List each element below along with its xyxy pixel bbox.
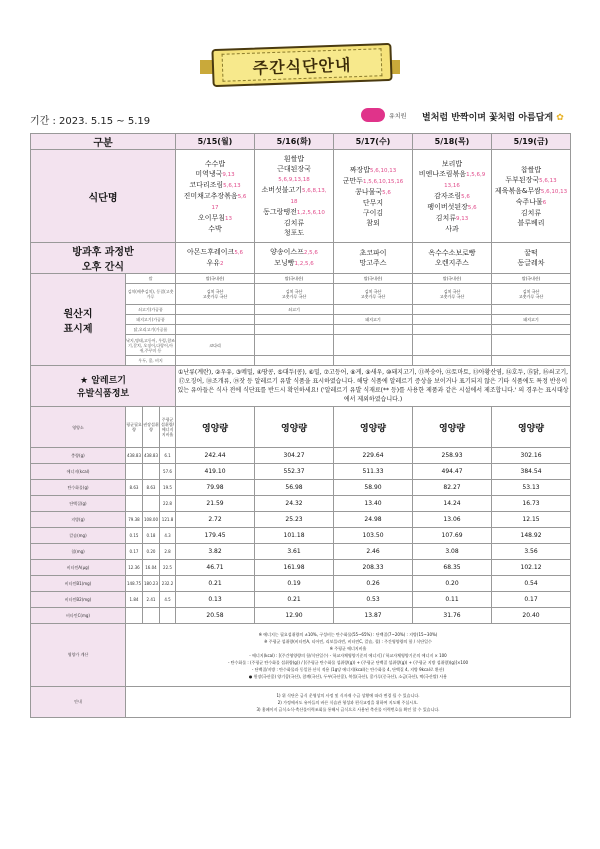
origin-value (176, 274, 255, 284)
nutrient-rec (143, 464, 160, 480)
snack-label (31, 243, 176, 274)
calc-line: ※ 주평균 섭취량(비타민A, 티아민, 리보플라빈, 비타민C, 칼슘, 철) : 주간영양량의 합 / 식단일수 (264, 638, 432, 644)
menu-item: 김치류9,13 (435, 213, 469, 222)
origin-value (255, 335, 334, 356)
nutrient-week: 232.2 (160, 576, 176, 592)
info-notes (126, 687, 571, 718)
nutrition-amount-header: 영양량 (492, 407, 571, 448)
nutrient-day-value: 384.54 (492, 464, 571, 480)
calc-line: - 탄수화물 : (주평균 탄수화물 섭취량(g)) / [(주평균 탄수화물 섭취량(g)) + (주평균 단백질 섭취량(g)) + (주평균 지방 섭취량)(g)]×100 (227, 659, 469, 665)
calc-line: - 단백질/지방 : 탄수화물과 동일한 산식 적용 (1g당 에너지(kcal)는 탄수화물 4, 단백질 4, 지방 9kcal로 환산) (251, 666, 445, 672)
nutrient-avg: 1.84 (126, 592, 143, 608)
menu-item: 김치류 (283, 219, 305, 227)
nutrient-day-value: 0.21 (255, 592, 334, 608)
nutrient-rec: 0.18 (143, 528, 160, 544)
nutrient-day-value: 101.18 (255, 528, 334, 544)
origin-value-line: 김치 국산 (364, 289, 382, 294)
nutrient-day-value: 242.44 (176, 448, 255, 464)
logo-text: 유치원 (389, 112, 407, 120)
corner-header: 구분 (31, 134, 176, 150)
menu-item: 보리밥 (441, 159, 463, 168)
nutrient-avg: 0.17 (126, 544, 143, 560)
origin-value (334, 315, 413, 325)
nutrient-day-value: 161.98 (255, 560, 334, 576)
menu-item: 짜장밥5,6,10,13 (349, 165, 397, 174)
nutrient-day-value: 25.23 (255, 512, 334, 528)
snack-item: 망고주스 (359, 259, 387, 267)
nutrient-day-value: 2.72 (176, 512, 255, 528)
snack-item: 모닝빵1,2,5,6 (274, 259, 314, 267)
origin-value (176, 284, 255, 305)
nutrient-name: 에너지(kcal) (31, 464, 126, 480)
snack-item: 옥수수소보로빵 (428, 249, 476, 257)
snack-day-cell (176, 243, 255, 274)
menu-item: 제육볶음&무쌈5,6,10,13 (494, 186, 568, 195)
origin-value (176, 305, 255, 315)
origin-row-label: 닭,오리고기(가공품 (126, 325, 176, 335)
calc-line: ※ 주평균 에너지비율 (329, 645, 367, 651)
origin-value-line: 돼지고기 (365, 317, 381, 322)
nutrient-rec: 2.41 (143, 592, 160, 608)
menu-item: 진미채고추장볶음5,6 (183, 191, 247, 200)
origin-value-line: 김치 국산 (206, 289, 224, 294)
origin-value (413, 284, 492, 305)
nutrient-week: 19.5 (160, 480, 176, 496)
nutrient-rec: 180.23 (143, 576, 160, 592)
origin-value (176, 325, 255, 335)
nutrient-day-value: 0.11 (413, 592, 492, 608)
nutrient-day-value: 0.20 (413, 576, 492, 592)
nutrient-day-value: 511.33 (334, 464, 413, 480)
calc-line: ※ 에너지는 필요섭취량의 ±10%, 구성비는 탄수화물(55~65%) : 단백질(7~20%) : 지방(15~30%) (258, 631, 438, 637)
origin-value (255, 325, 334, 335)
nutrient-name: 칼슘(mg) (31, 528, 126, 544)
origin-value-line: 고춧가루 국산 (360, 294, 386, 299)
menu-item: 찹쌀밥 (520, 165, 542, 174)
origin-label (31, 274, 126, 366)
nutrient-day-value: 107.69 (413, 528, 492, 544)
origin-value-line: 쌀(국내산) (363, 276, 383, 281)
nutrient-name: 비타민C(mg) (31, 608, 126, 624)
origin-value (413, 274, 492, 284)
nutrient-name: 비타민A(μg) (31, 560, 126, 576)
origin-value (176, 315, 255, 325)
menu-item: 수박 (208, 224, 222, 233)
nutrient-day-value: 148.92 (492, 528, 571, 544)
nutrition-amount-header: 영양량 (413, 407, 492, 448)
origin-value (334, 284, 413, 305)
menu-day-cell (492, 150, 571, 243)
origin-value (255, 315, 334, 325)
menu-item: 5,6,9,13,18 (278, 177, 310, 183)
nutrient-day-value: 58.90 (334, 480, 413, 496)
origin-label-line2: 표시제 (63, 323, 93, 335)
snack-item: 우유2 (206, 259, 224, 267)
menu-item: 미역냉국9,13 (195, 169, 235, 178)
origin-value-line: 쌀(국내산) (521, 276, 541, 281)
origin-value (492, 305, 571, 315)
menu-item: 수수밥 (204, 159, 226, 168)
nutrient-day-value: 13.87 (334, 608, 413, 624)
nutrition-header: 평균필요량 (126, 407, 143, 448)
nutrient-week: 121.8 (160, 512, 176, 528)
menu-item: 오이무침13 (197, 213, 233, 222)
origin-value-line: 코다리 (209, 342, 221, 348)
nutrient-rec: 438.83 (143, 448, 160, 464)
menu-item: 코다리조림5,6,13 (189, 180, 241, 189)
origin-value (492, 325, 571, 335)
menu-day-cell (255, 150, 334, 243)
origin-value (334, 274, 413, 284)
origin-value (176, 335, 255, 356)
nutrient-name: 비타민B1(mg) (31, 576, 126, 592)
origin-value-line: 고춧가루 국산 (202, 294, 228, 299)
nutrient-week: 22.5 (160, 560, 176, 576)
allergy-label (31, 366, 176, 407)
nutrient-day-value: 46.71 (176, 560, 255, 576)
origin-value-line: 김치 국산 (522, 289, 540, 294)
nutrient-week: 4.3 (160, 528, 176, 544)
nutrient-day-value: 103.50 (334, 528, 413, 544)
menu-item: 콩나물국5,6 (355, 187, 391, 196)
origin-value-line: 쌀(국내산) (442, 276, 462, 281)
origin-row-label: 김치(배추김치), 동결(고춧가루 (126, 284, 176, 305)
origin-value-line: 돼지고기 (523, 317, 539, 322)
nutrient-day-value: 0.53 (334, 592, 413, 608)
origin-value (334, 356, 413, 366)
calc-line: - 에너지(kcal) : [(주간영양량의 합/식단일수) - 학교자체영양기준의 에너지] / 학교자체영양기준의 에너지 × 100 (249, 652, 447, 658)
nutrient-week: 6.1 (160, 448, 176, 464)
nutrition-amount-header: 영양량 (176, 407, 255, 448)
nutrient-name: 철(mg) (31, 544, 126, 560)
day-header: 5/19(금) (492, 134, 571, 150)
menu-item: 청포도 (283, 229, 305, 237)
nutrient-name: 지방(g) (31, 512, 126, 528)
origin-value (413, 315, 492, 325)
menu-day-cell (334, 150, 413, 243)
nutrient-rec: 0.20 (143, 544, 160, 560)
nutrient-day-value: 3.61 (255, 544, 334, 560)
info-line: 1) 위 식단은 급식 운영상의 사정 및 식자재 수급 상황에 따라 변경 될 수 있습니다. (276, 692, 420, 698)
page-title: 주간식단안내 (222, 48, 383, 82)
nutrient-day-value: 419.10 (176, 464, 255, 480)
snack-day-cell (413, 243, 492, 274)
snack-label-line1: 방과후 과정반 (72, 247, 134, 258)
snack-item: 초코파이 (359, 249, 387, 257)
menu-item: 감자조림5,6 (434, 191, 470, 200)
origin-value (492, 335, 571, 356)
menu-item: 군만두1,5,6,10,15,16 (342, 176, 404, 185)
origin-value (413, 305, 492, 315)
nutrient-day-value: 3.56 (492, 544, 571, 560)
nutrient-day-value: 102.12 (492, 560, 571, 576)
nutrient-day-value: 0.21 (176, 576, 255, 592)
nutrient-avg: 12.36 (126, 560, 143, 576)
nutrient-day-value: 304.27 (255, 448, 334, 464)
allergy-label-line2: 유발식품정보 (76, 389, 130, 399)
nutrient-day-value: 179.45 (176, 528, 255, 544)
calc-line: ● 원장(국산콩) 양기콩(국산), 참깨(국산), 두부(국산콩), 북풀(국산), 콩가루(중국산), 소금(국산), 떡(국산쌀) 사용 (248, 673, 448, 679)
menu-item: 참외 (366, 218, 380, 227)
origin-row-label: 돼지고기(가공품 (126, 315, 176, 325)
calc-label: 영양가 계산 (31, 624, 126, 687)
nutrient-avg: 0.15 (126, 528, 143, 544)
day-header: 5/15(월) (176, 134, 255, 150)
menu-item: 블루베리 (517, 218, 545, 227)
nutrient-rec (143, 496, 160, 512)
nutrient-week: 2.8 (160, 544, 176, 560)
menu-day-cell (413, 150, 492, 243)
origin-row-label: 우두, 콩, 비지 (126, 356, 176, 366)
nutrient-day-value: 258.93 (413, 448, 492, 464)
origin-value (492, 356, 571, 366)
nutrient-avg (126, 496, 143, 512)
nutrient-avg: 438.83 (126, 448, 143, 464)
nutrient-day-value: 0.54 (492, 576, 571, 592)
allergy-label-line1: ★ 알레르기 (80, 376, 126, 386)
nutrition-header: 영양소 (31, 407, 126, 448)
nutrient-name: 충량(g) (31, 448, 126, 464)
origin-value (255, 356, 334, 366)
nutrition-amount-header: 영양량 (334, 407, 413, 448)
origin-row-label: 쌀 (126, 274, 176, 284)
info-line: 3) 홈페이지 급식소식-축산물이력조회를 통해서 급식으로 사용된 축산물 이력번호를 확인 할 수 있습니다. (256, 706, 440, 712)
calc-notes (126, 624, 571, 687)
nutrient-name: 비타민B2(mg) (31, 592, 126, 608)
nutrient-day-value: 24.98 (334, 512, 413, 528)
day-header: 5/16(화) (255, 134, 334, 150)
origin-value (492, 315, 571, 325)
origin-value (334, 335, 413, 356)
nutrient-rec: 108.00 (143, 512, 160, 528)
nutrient-rec: 16.04 (143, 560, 160, 576)
nutrient-day-value: 552.37 (255, 464, 334, 480)
nutrient-name: 탄수화물(g) (31, 480, 126, 496)
nutrient-day-value: 20.58 (176, 608, 255, 624)
nutrient-day-value: 2.46 (334, 544, 413, 560)
origin-value (334, 325, 413, 335)
nutrient-day-value: 79.98 (176, 480, 255, 496)
nutrient-day-value: 24.32 (255, 496, 334, 512)
info-label: 안내 (31, 687, 126, 718)
logo-icon (361, 108, 385, 122)
day-header: 5/18(목) (413, 134, 492, 150)
menu-item: 13,16 (444, 182, 460, 189)
nutrient-avg (126, 608, 143, 624)
menu-day-cell (176, 150, 255, 243)
nutrient-week: 4.5 (160, 592, 176, 608)
origin-row-label: 낙지,명태,고등어, 우렁,참조기,갈치, 오징어,다랑어,아귀,주꾸미 등 (126, 335, 176, 356)
nutrient-day-value: 68.35 (413, 560, 492, 576)
nutrient-week (160, 608, 176, 624)
menu-item: 숙주나물6 (515, 197, 547, 206)
menu-item: 두부된장국5,6,13 (505, 175, 557, 184)
snack-item: 꿀떡 (524, 249, 538, 257)
nutrient-rec (143, 608, 160, 624)
menu-table (30, 133, 571, 718)
origin-value (255, 284, 334, 305)
menu-item: 김치류 (520, 208, 542, 217)
menu-item: 근대된장국 (277, 165, 311, 173)
menu-item: 구이김 (362, 208, 384, 217)
nutrient-day-value: 12.15 (492, 512, 571, 528)
nutrition-header: 권장섭취량 (143, 407, 160, 448)
nutrient-day-value: 0.17 (492, 592, 571, 608)
nutrient-week: 22.8 (160, 496, 176, 512)
nutrient-day-value: 20.40 (492, 608, 571, 624)
nutrition-header: 주평균섭취량/에너지지비율 (160, 407, 176, 448)
origin-value-line: 고춧가루 국산 (439, 294, 465, 299)
origin-row-label: 쇠고기(가공품 (126, 305, 176, 315)
origin-value (413, 356, 492, 366)
snack-item: 동글레차 (517, 259, 545, 267)
nutrient-day-value: 12.90 (255, 608, 334, 624)
origin-value (255, 274, 334, 284)
nutrient-day-value: 21.59 (176, 496, 255, 512)
nutrient-avg (126, 464, 143, 480)
nutrient-avg: 148.75 (126, 576, 143, 592)
nutrient-week: 57.6 (160, 464, 176, 480)
origin-label-line1: 원산지 (63, 308, 93, 320)
allergy-text: ①난류(계란), ②우유, ③메밀, ④땅콩, ⑤대두(콩), ⑥밀, ⑦고등어, ⑧게, ⑨새우, ⑩돼지고기, ⑪복숭아, ⑫토마토, ⑬아황산염, ⑭호두, ⑮닭, ⑯쇠고기, ⑰오징어, ⑱조개류, ⑲잣 등 알레르기 유발 식품을 표시하였습니다. 해당 식품에 알레르기 증상을 보이거나 표기되지 않은 기타 식품에도 특정 반응이 있는 유아들은 식사 전에 식단표를 반드시 확인하세요! ('알레르기 유발 식재료(** 등)를 사용한 제품과 같은 시설에서 제조합니다.' 의 경우는 표시대상에서 제외하였습니다.) (176, 366, 571, 407)
origin-value-line: 고춧가루 국산 (281, 294, 307, 299)
snack-day-cell (334, 243, 413, 274)
snack-item: 오렌지주스 (435, 259, 469, 267)
nutrient-day-value: 53.13 (492, 480, 571, 496)
snack-item: 양송이스프2,5,6 (270, 248, 318, 256)
menu-item: 소버섯불고기5,6,8,13, (261, 186, 327, 194)
menu-item: 비엔나조림볶음1,5,6,9 (418, 169, 486, 178)
snack-day-cell (492, 243, 571, 274)
origin-value (492, 284, 571, 305)
origin-value (413, 325, 492, 335)
snack-item: 아몬드후레이크5,6 (186, 248, 244, 256)
kindergarten-logo (361, 108, 406, 122)
origin-value-line: 쌀(국내산) (205, 276, 225, 281)
origin-value-line: 쌀(국내산) (284, 276, 304, 281)
nutrient-day-value: 56.98 (255, 480, 334, 496)
nutrient-day-value: 3.82 (176, 544, 255, 560)
snack-day-cell (255, 243, 334, 274)
origin-value (176, 356, 255, 366)
nutrient-day-value: 13.40 (334, 496, 413, 512)
nutrient-avg: 8.63 (126, 480, 143, 496)
slogan: 별처럼 반짝이며 꽃처럼 아름답게 ✿ (422, 113, 564, 123)
menu-item: 18 (290, 199, 298, 205)
origin-value-line: 고춧가루 국산 (518, 294, 544, 299)
nutrient-day-value: 494.47 (413, 464, 492, 480)
origin-value (492, 274, 571, 284)
info-line: 2) 가정에서도 유아들의 바른 식습관 형성과 편식교정을 위하여 지도해 주십시오. (277, 699, 419, 705)
menu-item: 동그랑땡전1,2,5,6,10 (263, 208, 325, 216)
nutrient-day-value: 31.76 (413, 608, 492, 624)
snack-label-line2: 오후 간식 (81, 262, 125, 273)
nutrient-day-value: 302.16 (492, 448, 571, 464)
nutrient-day-value: 13.06 (413, 512, 492, 528)
nutrient-day-value: 14.24 (413, 496, 492, 512)
nutrient-rec: 8.63 (143, 480, 160, 496)
origin-value (413, 335, 492, 356)
nutrient-day-value: 82.27 (413, 480, 492, 496)
nutrient-day-value: 229.64 (334, 448, 413, 464)
nutrient-day-value: 0.13 (176, 592, 255, 608)
nutrition-amount-header: 영양량 (255, 407, 334, 448)
title-banner (211, 43, 392, 87)
period-text: 기간 : 2023. 5.15 ~ 5.19 (30, 116, 151, 127)
menu-item: 흰쌀밥 (283, 155, 305, 163)
origin-value (255, 305, 334, 315)
day-header: 5/17(수) (334, 134, 413, 150)
nutrient-day-value: 16.73 (492, 496, 571, 512)
origin-value (334, 305, 413, 315)
menu-item: 17 (211, 204, 219, 211)
nutrient-avg: 79.38 (126, 512, 143, 528)
origin-value-line: 쇠고기 (288, 307, 300, 312)
origin-value-line: 김치 국산 (285, 289, 303, 294)
menu-item: 사과 (445, 224, 459, 233)
nutrient-day-value: 3.08 (413, 544, 492, 560)
menu-item: 단무지 (362, 198, 384, 207)
menu-item: 팽이버섯된장5,6 (427, 202, 477, 211)
menu-label: 식단명 (31, 150, 176, 243)
nutrient-day-value: 208.33 (334, 560, 413, 576)
nutrient-day-value: 0.26 (334, 576, 413, 592)
nutrient-name: 단백질(g) (31, 496, 126, 512)
origin-value-line: 김치 국산 (443, 289, 461, 294)
nutrient-day-value: 0.19 (255, 576, 334, 592)
